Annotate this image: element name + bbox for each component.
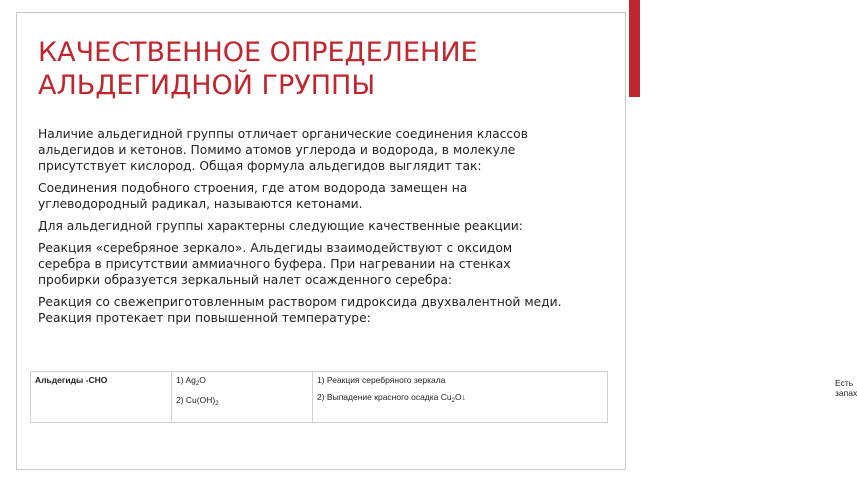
slide-title: КАЧЕСТВЕННОЕ ОПРЕДЕЛЕНИЕ АЛЬДЕГИДНОЙ ГРУППЫ (38, 37, 478, 101)
reaction-table (30, 371, 857, 423)
paragraph-ketones: Соединения подобного строения, где атом водорода замещен на углеводородный радикал, называются кетонами. (38, 181, 468, 211)
table-cell-reagents (172, 372, 313, 423)
slide-body (38, 126, 568, 332)
reagent-2: 2) $Cu(OH)_2$ (176, 395, 219, 407)
paragraph-copper-hydroxide: Реакция со свежеприготовленным раствором гидроксида двухвалентной меди. Реакция протекает при повышенной температуре: (38, 295, 562, 325)
group-label: Альдегиды -CHO (35, 375, 108, 385)
paragraph-silver-mirror: Реакция «серебряное зеркало». Альдегиды взаимодействуют с оксидом серебра в присутствии аммиачного буфера. При нагревании на стенках пробирки образуется зеркальный налет осажденного серебра: (38, 241, 513, 287)
accent-bar (629, 0, 640, 97)
effect-2: 2) Выпадение красного осадка $Cu_2O↓$ (317, 392, 466, 404)
paragraph-aldehyde-group: Наличие альдегидной группы отличает органические соединения классов альдегидов и кетонов. Помимо атомов углерода и водорода, в молекуле присутствует кислород. Общая формула альдегидов выглядит так: (38, 127, 528, 173)
paragraph-qualitative-reactions: Для альдегидной группы характерны следующие качественные реакции: (38, 219, 523, 233)
effect-1-note: Есть запах (835, 378, 857, 398)
effect-1: 1) Реакция серебряного зеркала (317, 375, 446, 385)
table-cell-effects (313, 372, 857, 423)
reagent-1: 1) $Ag_2O$ (176, 375, 206, 387)
table-row (31, 372, 608, 423)
table-cell-group (31, 372, 172, 423)
